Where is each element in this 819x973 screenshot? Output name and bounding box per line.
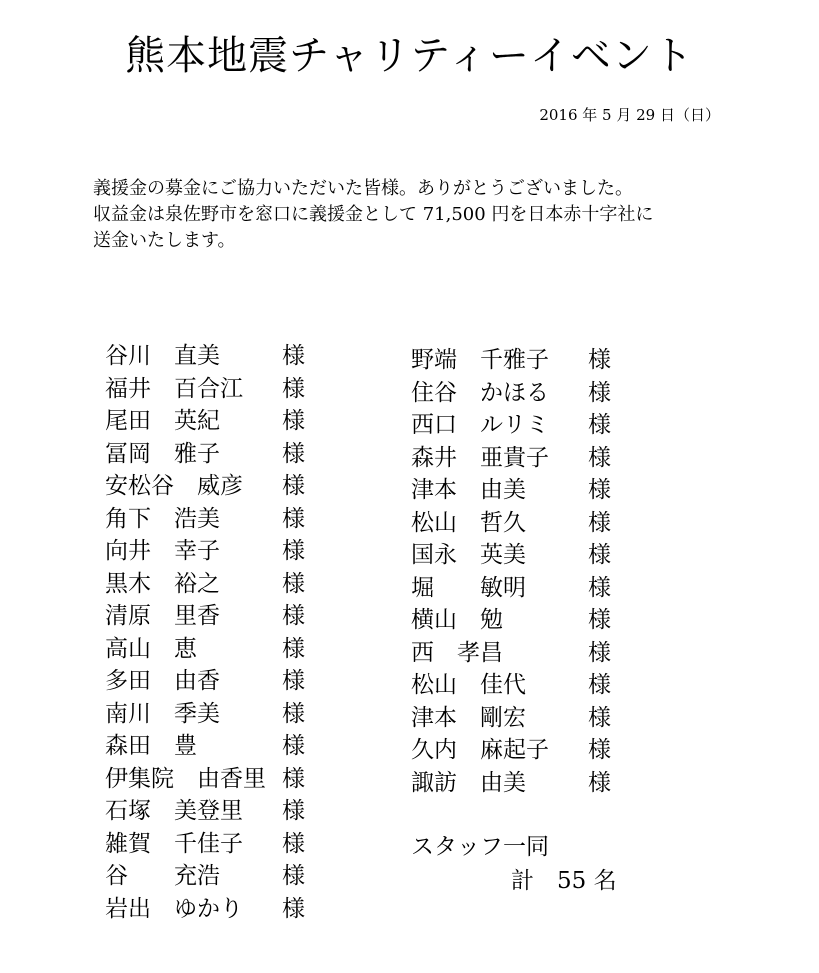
donor-name: 高山 恵 [105, 635, 197, 662]
thank-you-message [93, 176, 733, 254]
honorific-sama: 様 [282, 765, 305, 792]
honorific-sama: 様 [588, 379, 611, 406]
honorific-sama: 様 [282, 830, 305, 857]
donor-row [411, 507, 651, 540]
donor-row [105, 405, 345, 438]
donor-row [411, 572, 651, 605]
honorific-sama: 様 [588, 444, 611, 471]
honorific-sama: 様 [282, 863, 305, 889]
donor-row [105, 763, 345, 796]
donor-name: 多田 由香 [105, 668, 220, 694]
honorific-sama: 様 [282, 700, 305, 727]
donor-name: 岩出 ゆかり [105, 895, 243, 922]
honorific-sama: 様 [588, 672, 611, 698]
donor-row [411, 669, 651, 702]
donor-name: 諏訪 由美 [411, 769, 526, 796]
donor-row [105, 730, 345, 763]
donor-row [105, 340, 345, 373]
footer [411, 830, 711, 898]
donor-row [411, 377, 651, 410]
donor-row [411, 409, 651, 442]
donor-row [411, 474, 651, 507]
message-line: 送金いたします。 [93, 230, 236, 251]
donor-name: 冨岡 雅子 [105, 440, 220, 467]
donor-name: 久内 麻起子 [411, 737, 549, 763]
donor-name: 松山 佳代 [411, 672, 526, 698]
donor-name: 南川 季美 [105, 700, 220, 727]
honorific-sama: 様 [588, 412, 611, 438]
donor-row [411, 767, 651, 800]
honorific-sama: 様 [282, 473, 305, 499]
donor-row [411, 344, 651, 377]
message-line: 義援金の募金にご協力いただいた皆様。ありがとうございました。 [93, 178, 633, 199]
honorific-sama: 様 [588, 607, 611, 633]
donor-name: 安松谷 威彦 [105, 473, 243, 499]
donor-name: 福井 百合江 [105, 375, 243, 402]
donor-row [105, 470, 345, 503]
honorific-sama: 様 [282, 440, 305, 467]
donor-name: 野端 千雅子 [411, 347, 549, 373]
donor-name: 尾田 英紀 [105, 408, 220, 434]
donor-row [105, 860, 345, 893]
honorific-sama: 様 [282, 895, 305, 922]
donor-name: 西 孝昌 [411, 639, 503, 666]
honorific-sama: 様 [588, 347, 611, 373]
donor-row [105, 633, 345, 666]
staff-signature: スタッフ一同 [411, 834, 549, 860]
honorific-sama: 様 [282, 798, 305, 824]
honorific-sama: 様 [282, 668, 305, 694]
donor-row [411, 702, 651, 735]
event-date: 2016 年 5 月 29 日（日） [539, 106, 720, 124]
honorific-sama: 様 [588, 737, 611, 763]
donor-name: 松山 哲久 [411, 509, 526, 536]
donor-row [105, 568, 345, 601]
honorific-sama: 様 [588, 574, 611, 601]
donor-row [105, 503, 345, 536]
donor-name: 西口 ルリミ [411, 412, 549, 438]
honorific-sama: 様 [282, 603, 305, 629]
honorific-sama: 様 [282, 538, 305, 564]
donor-row [411, 442, 651, 475]
donor-name: 谷 充浩 [105, 863, 220, 889]
donor-name: 黒木 裕之 [105, 570, 220, 597]
donor-row [411, 734, 651, 767]
donor-name: 住谷 かほる [411, 379, 549, 406]
donor-row [105, 535, 345, 568]
donor-row [411, 539, 651, 572]
donor-name: 堀 敏明 [411, 574, 526, 601]
donor-row [105, 600, 345, 633]
page-title: 熊本地震チャリティーイベント [125, 33, 694, 79]
honorific-sama: 様 [282, 733, 305, 759]
donor-name: 谷川 直美 [105, 343, 220, 369]
honorific-sama: 様 [588, 477, 611, 503]
honorific-sama: 様 [588, 639, 611, 666]
donor-list-left [105, 340, 345, 925]
donor-name: 津本 由美 [411, 477, 526, 503]
donor-name: 清原 里香 [105, 603, 220, 629]
honorific-sama: 様 [282, 343, 305, 369]
honorific-sama: 様 [282, 375, 305, 402]
donor-row [411, 637, 651, 670]
donor-row [105, 698, 345, 731]
donor-name: 石塚 美登里 [105, 798, 243, 824]
donor-total: 計 55 名 [511, 868, 617, 894]
honorific-sama: 様 [282, 635, 305, 662]
honorific-sama: 様 [282, 570, 305, 597]
donor-name: 伊集院 由香里 [105, 765, 266, 792]
donor-row [105, 828, 345, 861]
donor-name: 森田 豊 [105, 733, 197, 759]
donor-list-right [411, 344, 651, 799]
donor-row [105, 438, 345, 471]
donor-row [105, 795, 345, 828]
honorific-sama: 様 [588, 704, 611, 731]
honorific-sama: 様 [588, 542, 611, 568]
donor-row [411, 604, 651, 637]
honorific-sama: 様 [588, 769, 611, 796]
honorific-sama: 様 [282, 505, 305, 532]
donor-row [105, 665, 345, 698]
donor-name: 向井 幸子 [105, 538, 220, 564]
donor-name: 雑賀 千佳子 [105, 830, 243, 857]
donor-name: 国永 英美 [411, 542, 526, 568]
donor-name: 横山 勉 [411, 607, 503, 633]
donor-row [105, 893, 345, 926]
donor-name: 角下 浩美 [105, 505, 220, 532]
donor-name: 森井 亜貴子 [411, 444, 549, 471]
honorific-sama: 様 [282, 408, 305, 434]
donor-name: 津本 剛宏 [411, 704, 526, 731]
donor-row [105, 373, 345, 406]
message-line: 収益金は泉佐野市を窓口に義援金として 71,500 円を日本赤十字社に [93, 204, 654, 225]
honorific-sama: 様 [588, 509, 611, 536]
